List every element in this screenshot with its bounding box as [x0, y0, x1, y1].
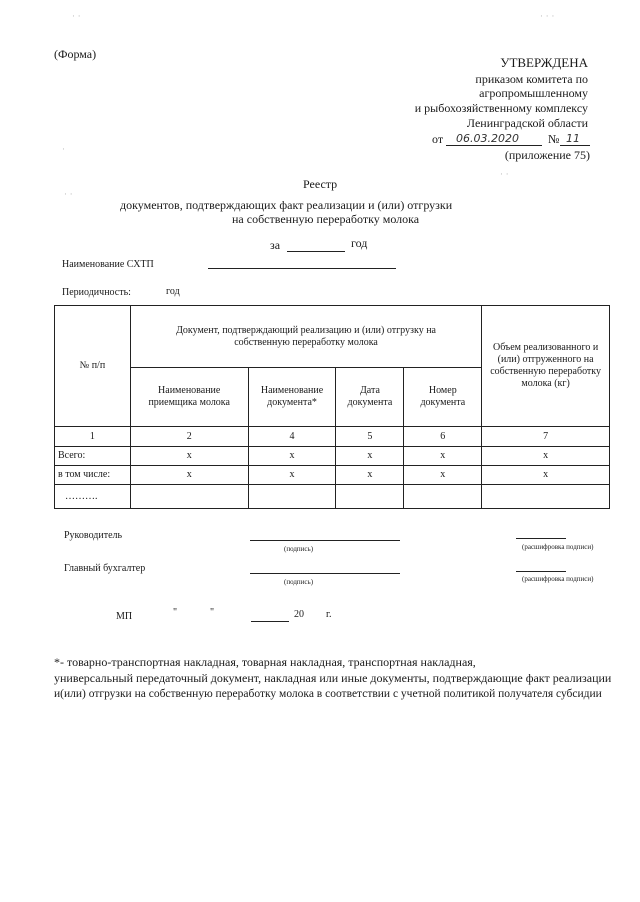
number-underline: [560, 145, 590, 146]
row-label: Всего:: [55, 447, 131, 466]
table-row: [55, 485, 610, 509]
col-number: 4: [248, 427, 336, 447]
head-label: Руководитель: [64, 530, 123, 541]
year-suffix: год: [351, 236, 368, 250]
footnote-line: универсальный передаточный документ, накладная или иные документы, подтверждающие факт реализации: [54, 671, 612, 685]
decode-caption: (расшифровка подписи): [522, 575, 594, 583]
table-cell: x: [130, 447, 248, 466]
year-20: 20: [294, 609, 304, 620]
table-row: [55, 447, 610, 466]
scan-artifact: ·: [62, 145, 65, 155]
table-cell: [482, 485, 610, 509]
accountant-signature-line: [250, 573, 400, 574]
table-cell: x: [404, 447, 482, 466]
table-cell: x: [336, 466, 404, 485]
scan-artifact: · ·: [72, 12, 81, 22]
row-label: в том числе:: [55, 466, 131, 485]
table-cell: x: [248, 466, 336, 485]
volume-header: Объем реализованного и (или) отгруженного на собственную переработку молока (кг): [482, 306, 610, 427]
decode-caption: (расшифровка подписи): [522, 543, 594, 551]
approval-line: и рыбохозяйственному комплексу: [414, 101, 588, 115]
year-suffix-g: г.: [326, 609, 332, 620]
year-blank: [287, 251, 345, 252]
doc-date-header: Дата документа: [336, 368, 404, 427]
col-number: 6: [404, 427, 482, 447]
col-number: 2: [130, 427, 248, 447]
approval-number-label: №: [548, 132, 560, 146]
receiver-header: Наименование приемщика молока: [130, 368, 248, 427]
approval-line: приказом комитета по: [475, 72, 588, 86]
approval-line: Ленинградской области: [466, 116, 588, 130]
document-title: Реестр: [303, 177, 338, 191]
head-signature-line: [250, 540, 400, 541]
signature-caption: (подпись): [284, 545, 314, 553]
table-cell: x: [404, 466, 482, 485]
table-cell: x: [130, 466, 248, 485]
document-subtitle-2: на собственную переработку молока: [232, 212, 420, 226]
doc-number-header: Номер документа: [404, 368, 482, 427]
scan-artifact: · ·: [64, 190, 73, 200]
accountant-label: Главный бухгалтер: [64, 563, 146, 574]
form-label: (Форма): [54, 47, 97, 61]
table-cell: x: [482, 466, 610, 485]
col-number: 7: [482, 427, 610, 447]
scan-artifact: · ·: [500, 170, 509, 180]
doc-group-header: Документ, подтверждающий реализацию и (или) отгрузку на собственную переработку молока: [130, 306, 481, 368]
footnote-line: и(или) отгрузки на собственную переработку молока в соответствии с учетной политикой получателя субсидии: [54, 688, 602, 700]
approval-from-label: от: [432, 132, 444, 146]
table-cell: [336, 485, 404, 509]
table-cell: [404, 485, 482, 509]
approval-number: 11: [566, 132, 580, 145]
col-num-header: № п/п: [55, 306, 131, 427]
table-cell: [130, 485, 248, 509]
row-label: ……….: [55, 485, 131, 509]
document-subtitle: документов, подтверждающих факт реализации и (или) отгрузки: [120, 198, 453, 212]
table-cell: [248, 485, 336, 509]
footnote-line: *- товарно-транспортная накладная, товарная накладная, транспортная накладная,: [54, 655, 476, 669]
month-blank: [251, 621, 289, 622]
table-cell: x: [482, 447, 610, 466]
period-value: год: [166, 286, 180, 297]
quote-open: ": [173, 607, 178, 618]
head-decode-line: [516, 538, 566, 539]
col-number: 1: [55, 427, 131, 447]
stamp-mark: МП: [116, 611, 133, 622]
quote-close: ": [210, 607, 215, 618]
signature-caption: (подпись): [284, 578, 314, 586]
col-number: 5: [336, 427, 404, 447]
year-prefix: за: [270, 238, 281, 252]
approval-line: агропромышленному: [479, 86, 588, 100]
approval-date: 06.03.2020: [456, 132, 519, 145]
scan-artifact: · · ·: [540, 12, 555, 22]
doc-name-header: Наименование документа*: [248, 368, 336, 427]
org-label: Наименование СХТП: [62, 259, 154, 270]
approval-title: УТВЕРЖДЕНА: [500, 55, 588, 70]
table-cell: x: [248, 447, 336, 466]
accountant-decode-line: [516, 571, 566, 572]
period-label: Периодичность:: [62, 287, 131, 298]
table-cell: x: [336, 447, 404, 466]
date-underline: [446, 145, 542, 146]
approval-appendix: (приложение 75): [504, 148, 590, 162]
org-blank: [208, 268, 396, 269]
registry-table: [54, 305, 610, 509]
table-row: [55, 466, 610, 485]
